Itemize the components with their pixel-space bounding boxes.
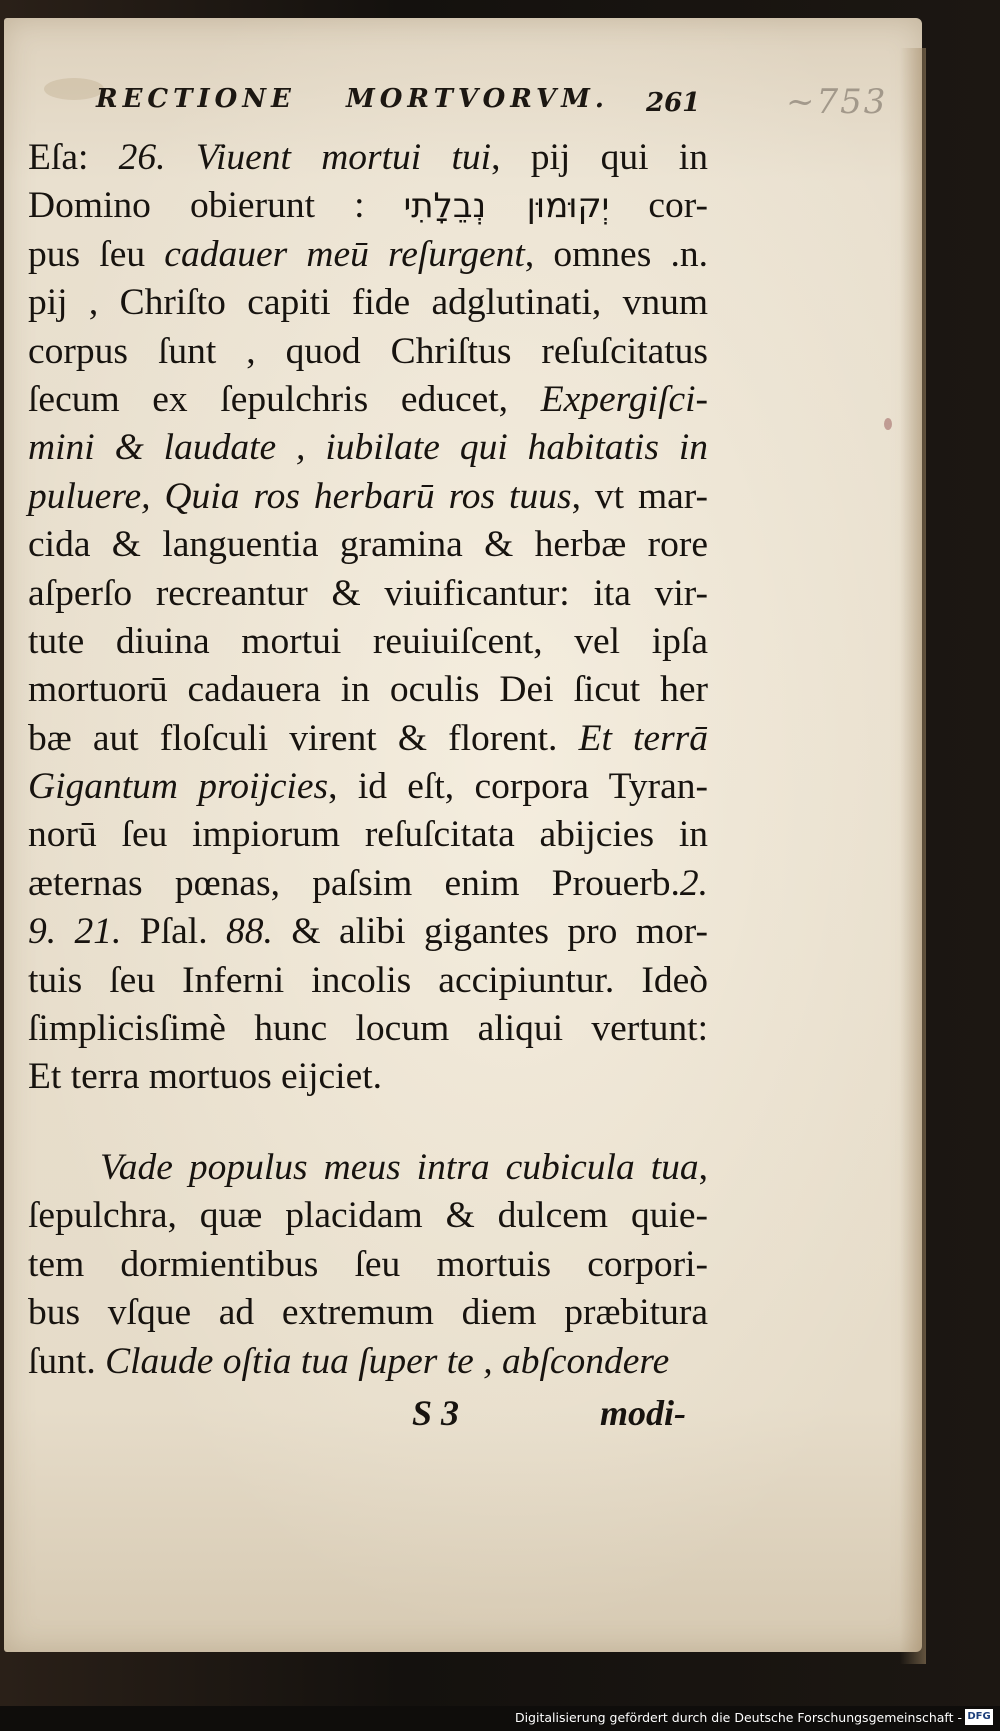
page-number: 261 [646,88,701,118]
roman-text: Eſa: [28,137,119,178]
body-paragraph-2 [28,1144,708,1386]
roman-text: , vt mar- [571,475,708,517]
text-line [28,1338,708,1386]
text-line [28,666,708,714]
text-line [28,1005,708,1053]
dfg-logo: DFG [965,1709,993,1725]
text-line [28,570,708,618]
text-line [28,860,708,908]
text-line [28,521,708,569]
roman-text: cor- [609,185,708,227]
text-line [28,618,708,666]
roman-text: bæ aut floſculi virent & florent. [28,717,579,759]
roman-text: tute diuina mortui reuiuiſcent, vel ipſa [28,620,708,662]
catchword: modi- [600,1393,686,1433]
text-line [28,811,708,859]
page-edge-shadow [900,48,926,1664]
roman-text: tem dormientibus ſeu mortuis corpori- [28,1243,708,1285]
roman-text: mortuorū cadauera in oculis Dei ſicut her [28,669,708,711]
text-line [28,279,708,327]
italic-text: 26. Viuent mortui tui [118,137,492,178]
italic-text: Vade populus meus intra cubicula tua [100,1147,699,1188]
italic-text: Et terrā [578,717,709,759]
running-head [96,84,736,124]
roman-text: & alibi gigantes pro mor- [272,911,709,953]
funding-credit: Digitalisierung gefördert durch die Deutsche Forschungsgemeinschaft - [514,1710,962,1725]
roman-text: ſimplicisſimè hunc locum aliqui vertunt: [28,1008,708,1050]
roman-text: , omnes .n. [524,233,708,275]
roman-text: ſecum ex ſepulchris educet, [28,378,541,420]
text-line [28,424,708,472]
italic-text: 9. 21. [28,911,122,953]
roman-text: tuis ſeu Inferni incolis accipiuntur. Ideò [28,959,708,1001]
catchline [400,1392,700,1436]
roman-text: ſunt. [28,1340,106,1382]
text-line [28,231,708,279]
text-line [28,763,708,811]
roman-text: Pſal. [121,911,227,953]
roman-text: corpus ſunt , quod Chriſtus reſuſcitatus [28,330,708,372]
text-line [28,134,708,182]
body-paragraph-1 [28,134,708,1102]
text-line [28,1289,708,1337]
text-line [28,376,708,424]
italic-text: 2. [679,862,708,904]
hebrew-text: יְקוּמוּן נְבֵלָתִי [403,186,610,227]
roman-text: pij , Chriſto capiti fide adglutinati, vnum [28,282,708,324]
roman-text: cida & languentia gramina & herbæ rore [28,524,708,566]
roman-text: , [698,1147,708,1188]
text-line [28,328,708,376]
text-line [28,957,708,1005]
pencil-annotation: ~753 [786,82,888,122]
italic-text: Expergiſci- [540,378,708,420]
ink-stain [884,418,892,430]
italic-text: mini & laudate , iubilate qui habitatis in [28,427,708,469]
text-line [28,182,708,230]
text-line [28,473,708,521]
text-line [28,1053,708,1101]
roman-text: æternas pœnas, paſsim enim Prouerb. [28,862,680,904]
roman-text: , id eſt, corpora Tyran- [328,766,708,808]
italic-text: 88. [226,911,273,953]
running-head-middle: MORTVORVM. [346,84,609,114]
text-line [28,1241,708,1289]
roman-text: pus ſeu [28,233,165,275]
roman-text: norū ſeu impiorum reſuſcitata abijcies in [28,814,708,856]
roman-text: aſperſo recreantur & viuificantur: ita vir- [28,572,708,614]
roman-text: ſepulchra, quæ placidam & dulcem quie- [28,1195,708,1237]
roman-text: , pij qui in [491,137,708,178]
italic-text: Claude oſtia tua ſuper te , abſcondere [105,1340,670,1382]
italic-text: Gigantum proijcies [28,766,329,808]
text-line [28,1192,708,1240]
text-line [28,908,708,956]
italic-text: cadauer meū reſurgent [164,233,525,275]
running-head-left: RECTIONE [96,84,296,114]
text-line [28,715,708,763]
signature-mark: S 3 [412,1393,460,1433]
roman-text: Et terra mortuos eijciet. [28,1056,383,1098]
italic-text: puluere, Quia ros herbarū ros tuus [28,475,572,517]
paper-stain [44,78,104,100]
roman-text: bus vſque ad extremum diem præbitura [28,1292,708,1334]
roman-text: Domino obierunt : [28,185,404,227]
text-line [28,1144,708,1192]
